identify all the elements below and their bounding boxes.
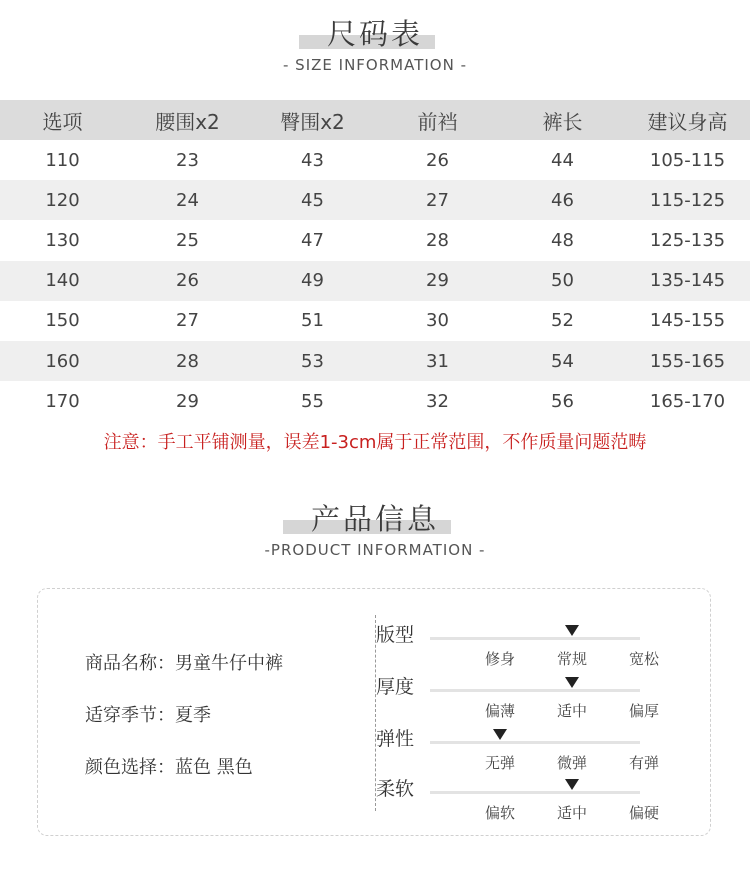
- product-title-block: [0, 497, 750, 538]
- table-cell: 53: [250, 341, 375, 381]
- table-cell: 48: [551, 229, 574, 251]
- scale-option: 偏厚: [628, 702, 659, 720]
- header-suggested-height: 建议身高: [625, 100, 750, 140]
- table-cell: 120: [0, 180, 125, 220]
- scale-option: 微弹: [556, 754, 587, 772]
- table-cell: 110: [45, 149, 80, 171]
- header-waist: 腰围x2: [125, 100, 250, 140]
- table-cell: 52: [551, 310, 574, 332]
- size-title-block: [0, 12, 750, 53]
- table-cell: 105-115: [649, 149, 726, 171]
- product-colors: 颜色选择：蓝色 黑色: [85, 757, 253, 778]
- attribute-label: 厚度: [376, 676, 415, 698]
- table-cell: 46: [500, 180, 625, 220]
- table-cell: 160: [0, 341, 125, 381]
- table-cell: 45: [250, 180, 375, 220]
- table-row: [0, 341, 750, 381]
- table-cell: 130: [45, 229, 80, 251]
- scale-option: 适中: [556, 702, 587, 720]
- table-row: [0, 301, 750, 341]
- scale-track: [430, 791, 640, 794]
- size-table: [0, 100, 750, 421]
- table-cell: 32: [426, 390, 449, 412]
- scale-option: 无弹: [484, 754, 515, 772]
- measurement-note: 注意：手工平铺测量，误差1-3cm属于正常范围，不作质量问题范畴: [103, 432, 647, 453]
- size-title: [327, 12, 423, 53]
- table-cell: 30: [426, 310, 449, 332]
- triangle-marker-icon: [565, 779, 579, 790]
- scale-option: 偏薄: [484, 702, 515, 720]
- header-pants-length: 裤长: [500, 100, 625, 140]
- scale-option: 偏软: [484, 804, 515, 822]
- attribute-label: 版型: [376, 624, 415, 646]
- table-cell: 140: [0, 261, 125, 301]
- scale-track: [430, 741, 640, 744]
- scale-option: 偏硬: [628, 804, 659, 822]
- scale-option: 宽松: [628, 650, 659, 668]
- product-name: 商品名称：男童牛仔中裤: [85, 653, 283, 674]
- table-cell: 150: [45, 310, 80, 332]
- attribute-row: [376, 672, 676, 722]
- triangle-marker-icon: [493, 729, 507, 740]
- scale-track: [430, 689, 640, 692]
- header-front-rise: 前裆: [375, 100, 500, 140]
- product-title: [311, 497, 439, 538]
- table-cell: 28: [426, 229, 449, 251]
- scale-option: 常规: [556, 650, 587, 668]
- size-subtitle: - SIZE INFORMATION -: [283, 56, 467, 74]
- attribute-label: 弹性: [376, 728, 415, 750]
- table-cell: 170: [45, 390, 80, 412]
- table-cell: 29: [176, 390, 199, 412]
- table-cell: 47: [301, 229, 324, 251]
- table-cell: 27: [375, 180, 500, 220]
- table-row: [0, 381, 750, 421]
- table-cell: 25: [176, 229, 199, 251]
- attribute-row: [376, 620, 676, 670]
- table-cell: 155-165: [625, 341, 750, 381]
- product-info-list: [85, 649, 283, 805]
- scale-option: 有弹: [628, 754, 659, 772]
- table-cell: 125-135: [649, 229, 726, 251]
- table-cell: 26: [426, 149, 449, 171]
- product-title-text: 产品信息: [310, 502, 439, 536]
- table-cell: 51: [301, 310, 324, 332]
- table-cell: 43: [301, 149, 324, 171]
- table-cell: 29: [375, 261, 500, 301]
- header-option: 选项: [0, 100, 125, 140]
- scale-option: 修身: [484, 650, 515, 668]
- triangle-marker-icon: [565, 625, 579, 636]
- table-cell: 28: [125, 341, 250, 381]
- table-cell: 145-155: [649, 310, 726, 332]
- table-cell: 49: [250, 261, 375, 301]
- scale-option: 适中: [556, 804, 587, 822]
- header-hip: 臀围x2: [250, 100, 375, 140]
- attribute-row: [376, 774, 676, 824]
- product-season: 适穿季节：夏季: [85, 705, 211, 726]
- table-cell: 23: [176, 149, 199, 171]
- scale-track: [430, 637, 640, 640]
- table-cell: 135-145: [625, 261, 750, 301]
- table-cell: 31: [375, 341, 500, 381]
- attribute-label: 柔软: [376, 778, 415, 800]
- attribute-row: [376, 724, 676, 774]
- table-cell: 44: [551, 149, 574, 171]
- table-row: [0, 180, 750, 220]
- table-cell: 24: [125, 180, 250, 220]
- size-title-text: 尺码表: [326, 17, 423, 51]
- table-cell: 26: [125, 261, 250, 301]
- table-cell: 55: [301, 390, 324, 412]
- table-row: [0, 261, 750, 301]
- table-cell: 50: [500, 261, 625, 301]
- triangle-marker-icon: [565, 677, 579, 688]
- table-cell: 165-170: [649, 390, 726, 412]
- table-cell: 115-125: [625, 180, 750, 220]
- table-cell: 54: [500, 341, 625, 381]
- table-row: [0, 140, 750, 180]
- product-subtitle: -PRODUCT INFORMATION -: [264, 541, 486, 559]
- table-cell: 27: [176, 310, 199, 332]
- table-row: [0, 220, 750, 260]
- table-cell: 56: [551, 390, 574, 412]
- size-table-header: [0, 100, 750, 140]
